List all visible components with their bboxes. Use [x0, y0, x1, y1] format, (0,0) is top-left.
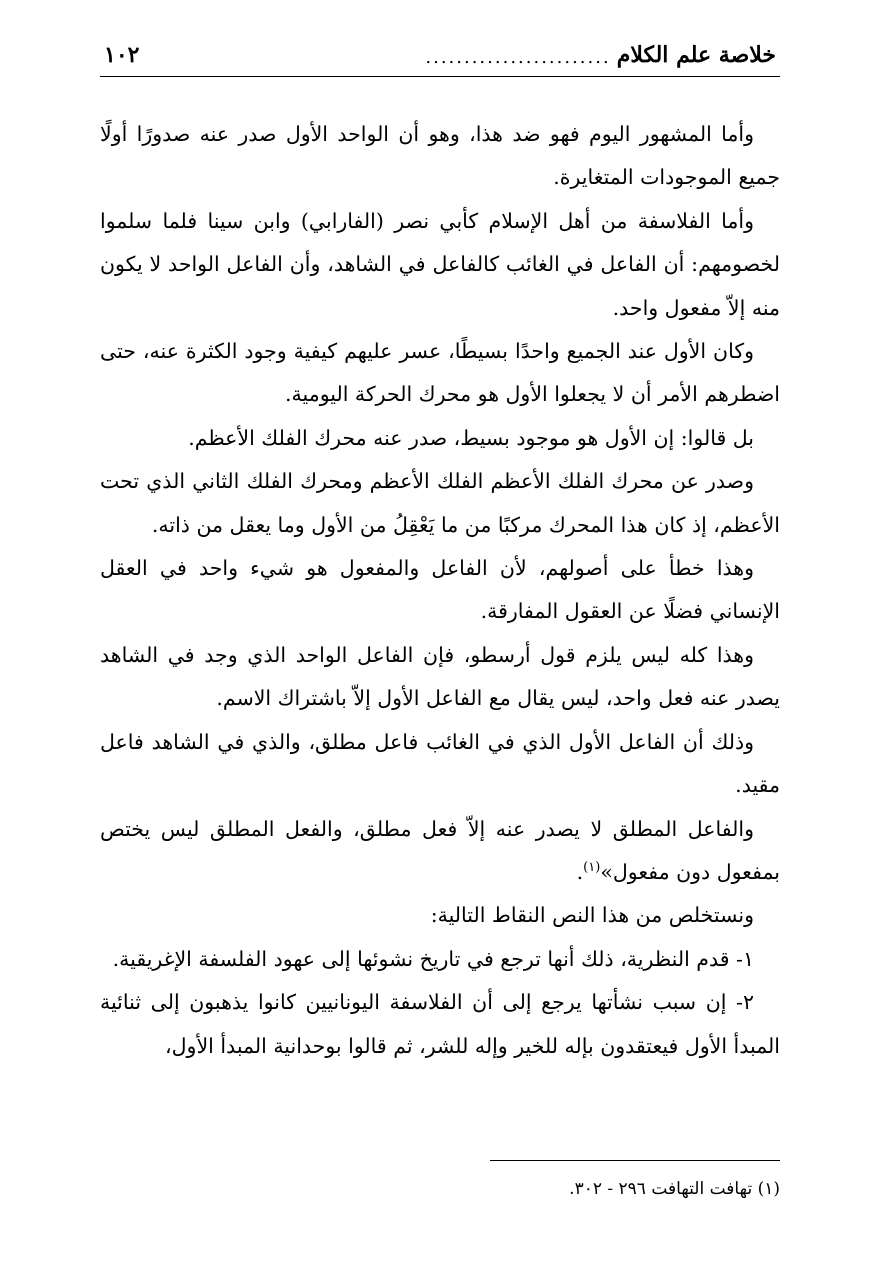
footnote: (١) تهافت التهافت ٢٩٦ - ٣٠٢. [569, 1179, 780, 1199]
paragraph-9 [100, 808, 780, 895]
paragraph-8: وذلك أن الفاعل الأول الذي في الغائب فاعل مطلق، والذي في الشاهد فاعل مقيد. [100, 729, 780, 798]
page-number: ١٠٢ [104, 42, 140, 68]
book-page [100, 30, 780, 1240]
footnote-rule [490, 1160, 780, 1161]
paragraph-1: وأما المشهور اليوم فهو ضد هذا، وهو أن الواحد الأول صدر عنه صدورًا أولًا جميع الموجودات المتغايرة. [100, 122, 780, 190]
footnote-area [100, 1160, 780, 1203]
header-rule [100, 76, 780, 77]
paragraph-3: وكان الأول عند الجميع واحدًا بسيطًا، عسر عليهم كيفية وجود الكثرة عنه، حتى اضطرهم الأمر أن لا يجعلوا الأول هو محرك الحركة اليومية. [100, 339, 780, 407]
paragraph-7: وهذا كله ليس يلزم قول أرسطو، فإن الفاعل الواحد الذي وجد في الشاهد يصدر عنه فعل واحد، ليس يقال مع الفاعل الأول إلاّ باشتراك الاسم. [100, 642, 780, 711]
paragraph-9-tail: . [576, 859, 584, 884]
running-header [100, 30, 780, 68]
paragraph-4: بل قالوا: إن الأول هو موجود بسيط، صدر عنه محرك الفلك الأعظم. [188, 425, 754, 450]
paragraph-11: ١- قدم النظرية، ذلك أنها ترجع في تاريخ نشوئها إلى عهود الفلسفة الإغريقية. [112, 946, 754, 971]
paragraph-10: ونستخلص من هذا النص النقاط التالية: [430, 903, 754, 928]
header-dot-leader: ........................ [425, 47, 611, 68]
body-text [100, 113, 780, 1068]
footnote-reference: (١) [583, 860, 601, 876]
paragraph-2: وأما الفلاسفة من أهل الإسلام كأبي نصر (الفارابي) وابن سينا فلما سلموا لخصومهم: أن الفاعل في الغائب كالفاعل في الشاهد، وأن الفاعل الواحد لا يكون منه إلاّ مفعول واحد. [100, 208, 780, 320]
running-title-group [425, 42, 776, 68]
paragraph-5: وصدر عن محرك الفلك الأعظم الفلك الأعظم ومحرك الفلك الثاني الذي تحت الأعظم، إذ كان هذا المحرك مركبًا من ما يَعْقِلُ من الأول وما يعقل من ذاته. [100, 469, 780, 537]
paragraph-9-text: والفاعل المطلق لا يصدر عنه إلاّ فعل مطلق، والفعل المطلق ليس يختص بمفعول دون مفعول» [100, 816, 780, 884]
running-title: خلاصة علم الكلام [616, 42, 776, 68]
paragraph-12: ٢- إن سبب نشأتها يرجع إلى أن الفلاسفة اليونانيين كانوا يذهبون إلى ثنائية المبدأ الأول فيعتقدون بإله للخير وإله للشر، ثم قالوا بوحدانية المبدأ الأول، [100, 990, 780, 1058]
paragraph-6: وهذا خطأ على أصولهم، لأن الفاعل والمفعول هو شيء واحد في العقل الإنساني فضلًا عن العقول المفارقة. [100, 556, 780, 624]
